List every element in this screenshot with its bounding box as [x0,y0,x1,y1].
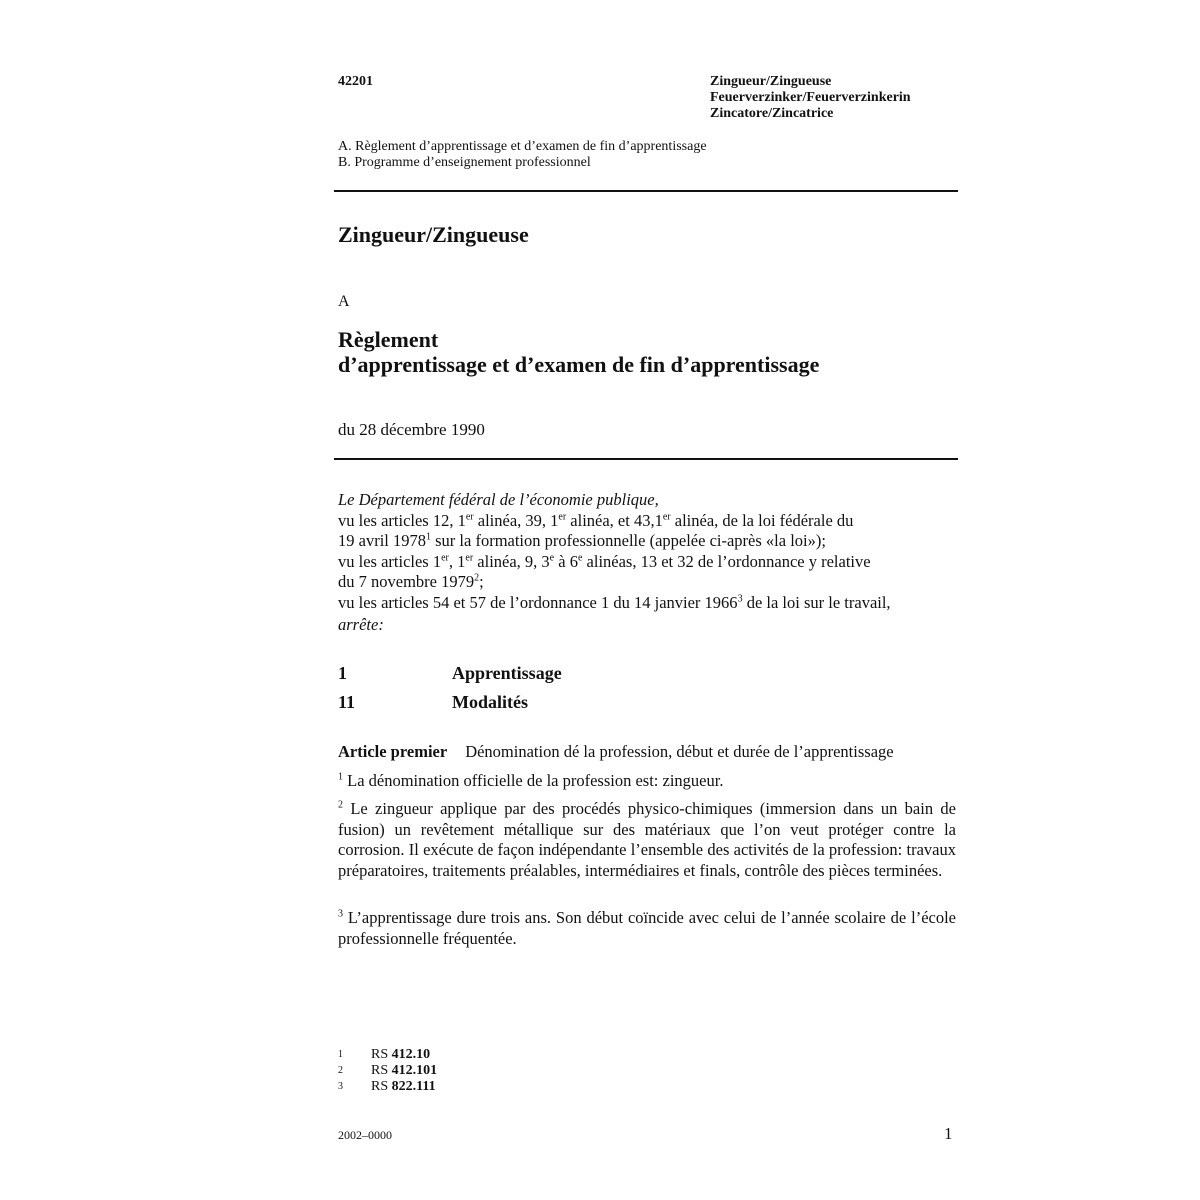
article-paragraph-3 [338,908,956,949]
regulation-title-line2: d’apprentissage et d’examen de fin d’apprentissage [338,352,820,377]
preamble-authority: Le Département fédéral de l’économie publique, [338,490,659,509]
regulation-title-line1: Règlement [338,327,439,352]
paragraph-number: 2 [338,799,343,811]
section-number-11: 11 [338,692,356,712]
part-b: B. Programme d’enseignement professionnel [338,155,591,170]
part-a: A. Règlement d’apprentissage et d’examen de fin d’apprentissage [338,139,707,154]
header-title-fr: Zingueur/Zingueuse [710,74,832,89]
section-letter: A [338,293,350,310]
preamble-text: vu les articles 12, 1er alinéa, 39, 1er alinéa, et 43,1er alinéa, de la loi fédérale du 19 avril 1978$^1$ sur la formation professionnelle (appelée ci-après «la loi»); vu les articles 1er, 1er alinéa, 9, 3e à 6e alinéas, 13 et 32 de l’ordonnance y relative du 7 novembre 1979$^2$; vu les articles 54 et 57 de l’ordonnance 1 du 14 janvier 1966$^3$ de la loi sur le travail, [338,510,891,612]
header-titles [710,74,911,122]
main-title: Zingueur/Zingueuse [338,222,529,247]
article-paragraph-1 [338,771,956,792]
article-heading [338,742,956,763]
document-number: 42201 [338,74,373,89]
page-number: 1 [944,1124,953,1143]
section-number-1: 1 [338,663,347,683]
article-paragraph-2 [338,799,956,881]
article-title: Dénomination dé la profession, début et durée de l’apprentissage [465,742,894,761]
footnote: 2 RS 412.101 [338,1063,438,1078]
divider-middle [334,458,958,460]
paragraph-text: L’apprentissage dure trois ans. Son début coïncide avec celui de l’année scolaire de l’école professionnelle fréquentée. [338,908,956,948]
footnotes [338,1047,437,1095]
section-title-1: Apprentissage [452,663,562,683]
paragraph-number: 3 [338,908,343,920]
paragraph-text: Le zingueur applique par des procédés physico-chimiques (immersion dans un bain de fusion) un revêtement métallique sur des matériaux que l’on veut protéger contre la corrosion. Il exécute de façon indépendante l’ensemble des activités de la profession: travaux préparatoires, traitements préalables, intermédiaires et finals, contrôle des pièces terminées. [338,799,956,880]
preamble [338,490,956,636]
footnote: 1 RS 412.10 [338,1047,431,1062]
paragraph-text: La dénomination officielle de la profession est: zingueur. [347,771,724,790]
section-title-11: Modalités [452,692,528,712]
header-title-de: Feuerverzinker/Feuerverzinkerin [710,90,911,105]
regulation-title [338,327,819,377]
header-title-it: Zincatore/Zincatrice [710,106,834,121]
regulation-date: du 28 décembre 1990 [338,420,485,439]
footer-code: 2002–0000 [338,1128,392,1142]
divider-top [334,190,958,192]
footnote: 3 RS 822.111 [338,1079,436,1094]
article-label: Article premier [338,742,448,761]
paragraph-number: 1 [338,771,343,783]
preamble-arrete: arrête: [338,615,384,634]
document-parts [338,139,707,171]
